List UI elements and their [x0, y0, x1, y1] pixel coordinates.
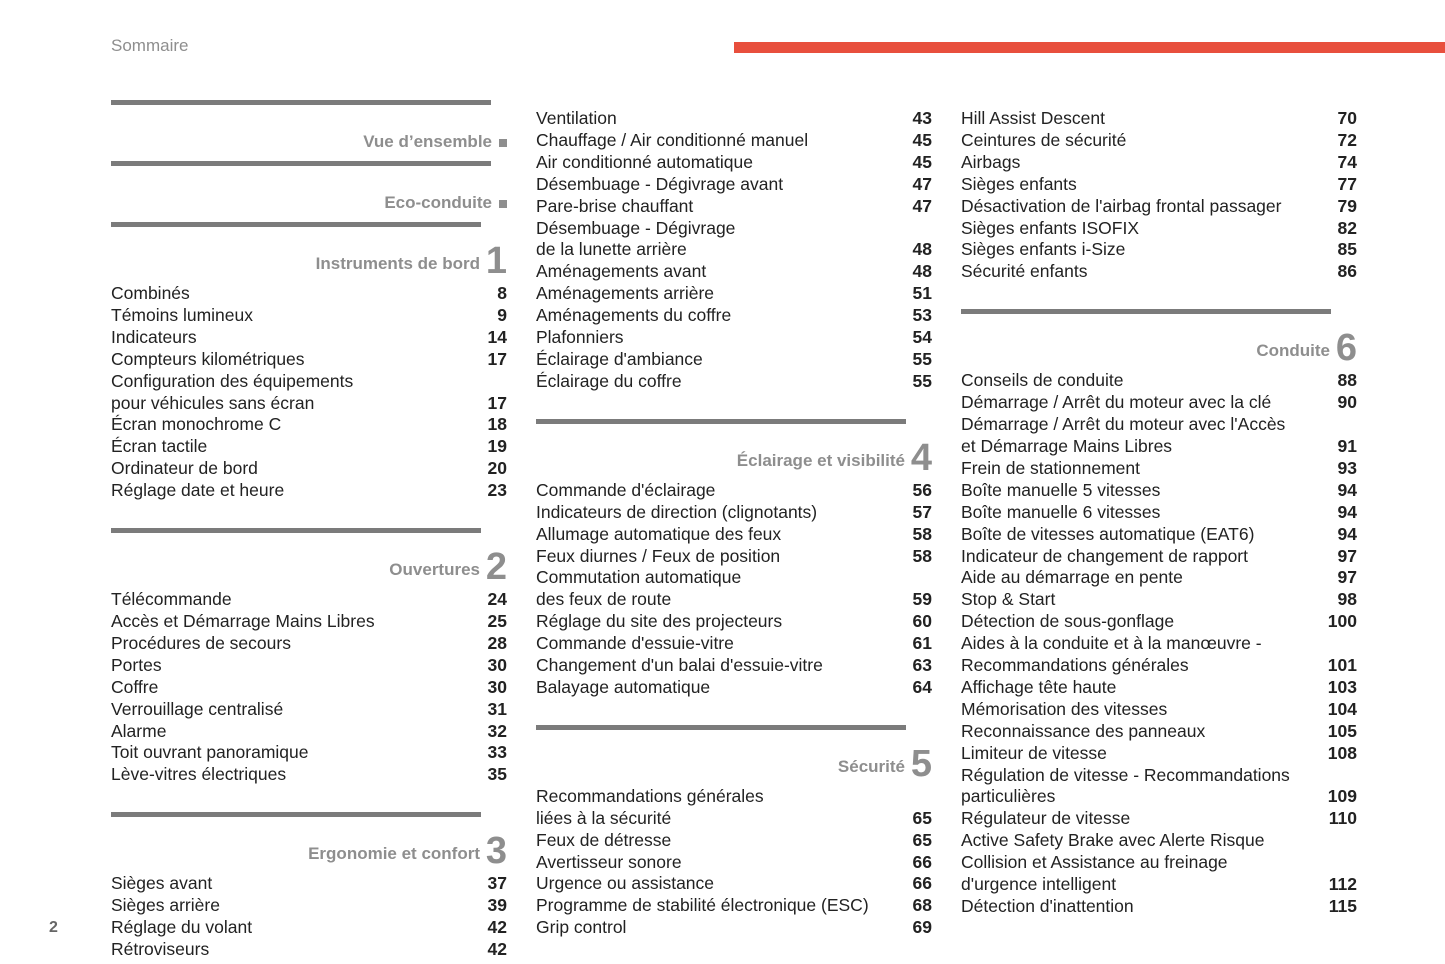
section-rule — [111, 528, 481, 533]
toc-entry[interactable] — [961, 480, 1357, 502]
toc-entry-label: Configuration des équipements pour véhicules sans écran — [111, 370, 354, 413]
toc-entry[interactable] — [536, 349, 932, 371]
toc-entry-label: Sièges avant — [111, 873, 213, 894]
toc-entry[interactable] — [961, 174, 1357, 196]
section-number: 1 — [485, 240, 507, 282]
toc-entry[interactable] — [111, 305, 507, 327]
toc-entry-label: Démarrage / Arrêt du moteur avec l'Accès et Démarrage Mains Libres — [961, 414, 1286, 456]
toc-entry-label: Toit ouvrant panoramique — [111, 742, 309, 763]
toc-entry-label: Ordinateur de bord — [111, 458, 258, 479]
toc-entry[interactable] — [536, 218, 932, 262]
toc-column-1 — [111, 100, 507, 961]
toc-entry-page: 32 — [487, 720, 507, 741]
toc-entry-page: 51 — [912, 283, 932, 304]
toc-entry[interactable] — [111, 764, 507, 786]
toc-entry-page: 56 — [912, 479, 932, 500]
toc-entry[interactable] — [536, 108, 932, 130]
toc-entry[interactable] — [111, 371, 507, 415]
toc-entry-label: Écran monochrome C — [111, 414, 282, 435]
toc-entry-label: Changement d'un balai d'essuie-vitre — [536, 655, 823, 676]
toc-entry-label: Témoins lumineux — [111, 304, 253, 325]
toc-entry[interactable] — [536, 502, 932, 524]
toc-entry-page: 43 — [912, 108, 932, 128]
toc-entry[interactable] — [111, 699, 507, 721]
toc-entry-page: 48 — [912, 261, 932, 282]
toc-entry[interactable] — [536, 130, 932, 152]
toc-entry-label: Airbags — [961, 151, 1021, 172]
toc-entry[interactable] — [961, 546, 1357, 568]
toc-entry[interactable] — [961, 239, 1357, 261]
section-rule — [111, 100, 491, 105]
toc-entry[interactable] — [536, 895, 932, 917]
section-rule — [961, 309, 1331, 314]
toc-entry-label: Accès et Démarrage Mains Libres — [111, 610, 375, 631]
toc-entry-label: Feux de détresse — [536, 829, 672, 850]
toc-entry-label: Détection de sous-gonflage — [961, 611, 1175, 632]
toc-entry[interactable] — [536, 174, 932, 196]
toc-entry-page: 110 — [1328, 808, 1357, 829]
section-title: Éclairage et visibilité — [736, 450, 905, 470]
toc-entry-page: 66 — [912, 851, 932, 872]
toc-entry-page: 45 — [912, 151, 932, 172]
toc-entry-page: 97 — [1337, 567, 1357, 588]
toc-entry-label: Désactivation de l'airbag frontal passager — [961, 195, 1282, 216]
section-header — [111, 812, 507, 873]
toc-entry-label: Écran tactile — [111, 436, 208, 457]
toc-entry-label: Ceintures de sécurité — [961, 129, 1127, 150]
toc-entry[interactable] — [111, 721, 507, 743]
toc-entry[interactable] — [111, 917, 507, 939]
toc-entry[interactable] — [961, 699, 1357, 721]
toc-entry-label: Conseils de conduite — [961, 370, 1124, 391]
toc-entry[interactable] — [961, 633, 1357, 677]
toc-entry-label: Régulateur de vitesse — [961, 808, 1131, 829]
toc-entry-label: Programme de stabilité électronique (ESC) — [536, 895, 869, 916]
toc-entry-label: Ventilation — [536, 108, 617, 128]
toc-entry-page: 98 — [1337, 589, 1357, 610]
toc-entry[interactable] — [111, 677, 507, 699]
toc-entry[interactable] — [111, 655, 507, 677]
toc-entry[interactable] — [961, 261, 1357, 283]
toc-entry-page: 45 — [912, 129, 932, 150]
toc-entry-page: 61 — [912, 633, 932, 654]
toc-entry-page: 64 — [912, 676, 932, 697]
toc-entry-label: Frein de stationnement — [961, 457, 1140, 478]
toc-entry-label: Commutation automatique des feux de route — [536, 567, 742, 610]
toc-entry[interactable] — [111, 939, 507, 961]
toc-entry[interactable] — [536, 917, 932, 939]
toc-entry-label: Télécommande — [111, 589, 232, 610]
toc-entry-page: 93 — [1337, 457, 1357, 478]
toc-entry-page: 115 — [1328, 896, 1357, 916]
toc-entry[interactable] — [111, 436, 507, 458]
section-marker-icon — [499, 200, 507, 208]
toc-entry-page: 82 — [1337, 217, 1357, 238]
toc-entry-label: Affichage tête haute — [961, 676, 1117, 697]
section-number: 4 — [910, 436, 932, 479]
toc-entry-page: 8 — [497, 283, 507, 303]
toc-entry-page: 74 — [1337, 151, 1357, 172]
section-header — [111, 222, 507, 283]
section-rule — [111, 161, 491, 166]
toc-entry[interactable] — [536, 480, 932, 502]
toc-entry-page: 19 — [487, 436, 507, 457]
toc-entry-page: 86 — [1337, 261, 1357, 282]
toc-entry[interactable] — [111, 873, 507, 895]
section-rule — [536, 725, 906, 730]
toc-column-3 — [961, 100, 1357, 918]
toc-entry-page: 68 — [912, 895, 932, 916]
toc-entry[interactable] — [961, 743, 1357, 765]
toc-entry-label: Aides à la conduite et à la manœuvre - Recommandations générales — [961, 633, 1262, 676]
toc-entry-label: Aide au démarrage en pente — [961, 567, 1183, 588]
toc-entry-label: Désembuage - Dégivrage de la lunette arrière — [536, 217, 736, 260]
toc-entry-page: 65 — [912, 829, 932, 850]
section-number: 3 — [485, 830, 507, 873]
toc-entry-label: Alarme — [111, 720, 167, 741]
toc-entry[interactable] — [536, 611, 932, 633]
toc-entry-page: 30 — [487, 676, 507, 697]
toc-entry-page: 90 — [1337, 392, 1357, 413]
toc-entry-page: 103 — [1327, 676, 1357, 697]
toc-entry[interactable] — [111, 589, 507, 611]
toc-entry-label: Aménagements du coffre — [536, 305, 732, 326]
toc-entry[interactable] — [536, 261, 932, 283]
toc-entry[interactable] — [961, 830, 1357, 896]
toc-entry-page: 53 — [912, 305, 932, 326]
toc-entry-label: Lève-vitres électriques — [111, 764, 287, 785]
toc-entry-label: Boîte manuelle 5 vitesses — [961, 479, 1161, 500]
toc-entry[interactable] — [961, 392, 1357, 414]
toc-entry-page: 94 — [1337, 523, 1357, 544]
toc-entry-label: Indicateur de changement de rapport — [961, 545, 1248, 566]
toc-entry[interactable] — [961, 589, 1357, 611]
section-title: Eco-conduite — [384, 193, 492, 212]
toc-entry-page: 63 — [912, 655, 932, 676]
toc-entry-page: 33 — [487, 742, 507, 763]
section-title: Sécurité — [837, 756, 905, 776]
toc-entry-label: Commande d'essuie-vitre — [536, 633, 734, 654]
toc-entry[interactable] — [536, 786, 932, 830]
toc-entry-page: 91 — [1337, 435, 1357, 456]
toc-entry-label: Plafonniers — [536, 327, 624, 348]
toc-entry[interactable] — [111, 742, 507, 764]
toc-entry-label: Rétroviseurs — [111, 938, 210, 959]
toc-entry-page: 109 — [1327, 786, 1357, 807]
toc-entry[interactable] — [111, 611, 507, 633]
toc-entry[interactable] — [536, 305, 932, 327]
toc-entry-page: 20 — [487, 458, 507, 479]
toc-entry[interactable] — [536, 873, 932, 895]
toc-entry-label: Boîte manuelle 6 vitesses — [961, 501, 1161, 522]
toc-entry[interactable] — [961, 611, 1357, 633]
toc-entry-page: 70 — [1337, 108, 1357, 128]
toc-entry-label: Verrouillage centralisé — [111, 698, 284, 719]
toc-entry[interactable] — [536, 524, 932, 546]
toc-entry-label: Indicateurs — [111, 326, 197, 347]
section-header — [536, 725, 932, 786]
toc-entry-page: 100 — [1327, 611, 1357, 632]
toc-entry-page: 77 — [1337, 173, 1357, 194]
toc-entry-label: Feux diurnes / Feux de position — [536, 545, 781, 566]
toc-entry[interactable] — [961, 677, 1357, 699]
toc-entry[interactable] — [111, 480, 507, 502]
toc-entry-label: Aménagements avant — [536, 261, 707, 282]
toc-entry-label: Aménagements arrière — [536, 283, 714, 304]
toc-entry-label: Compteurs kilométriques — [111, 348, 305, 369]
toc-entry[interactable] — [536, 196, 932, 218]
header-accent-bar — [734, 42, 1445, 53]
toc-entry-label: Sièges arrière — [111, 895, 220, 916]
toc-entry-label: Réglage du volant — [111, 917, 253, 938]
toc-entry-label: Procédures de secours — [111, 632, 291, 653]
toc-entry-label: Indicateurs de direction (clignotants) — [536, 501, 818, 522]
toc-entry-page: 28 — [487, 632, 507, 653]
section-title: Conduite — [1256, 341, 1330, 361]
toc-entry-label: Sièges enfants ISOFIX — [961, 217, 1140, 238]
toc-entry-label: Combinés — [111, 283, 190, 303]
toc-entry-page: 66 — [912, 873, 932, 894]
toc-entry-page: 101 — [1327, 655, 1357, 676]
toc-entry[interactable] — [536, 152, 932, 174]
section-number: 2 — [485, 546, 507, 589]
toc-entry-page: 24 — [487, 589, 507, 610]
toc-entry-page: 108 — [1327, 742, 1357, 763]
toc-entry-page: 79 — [1337, 195, 1357, 216]
toc-entry-label: Réglage du site des projecteurs — [536, 611, 783, 632]
toc-entry-page: 23 — [487, 480, 507, 501]
toc-column-2 — [536, 100, 932, 939]
toc-entry-label: Active Safety Brake avec Alerte Risque Collision et Assistance au freinage d'urgence intelligent — [961, 830, 1265, 895]
toc-entry-label: Limiteur de vitesse — [961, 742, 1107, 763]
toc-entry-page: 97 — [1337, 545, 1357, 566]
toc-entry-page: 31 — [487, 698, 507, 719]
toc-entry[interactable] — [111, 633, 507, 655]
toc-entry-label: Stop & Start — [961, 589, 1056, 610]
toc-entry-label: Urgence ou assistance — [536, 873, 715, 894]
toc-entry-page: 39 — [487, 895, 507, 916]
toc-entry[interactable] — [961, 152, 1357, 174]
section-header — [111, 161, 507, 222]
toc-entry-page: 112 — [1328, 874, 1357, 895]
toc-entry[interactable] — [961, 196, 1357, 218]
section-number: 6 — [1335, 327, 1357, 370]
toc-entry[interactable] — [536, 852, 932, 874]
toc-entry-page: 17 — [487, 348, 507, 369]
toc-entry-page: 72 — [1337, 129, 1357, 150]
section-number: 5 — [910, 742, 932, 785]
toc-entry-page: 9 — [497, 304, 507, 325]
toc-entry-label: Mémorisation des vitesses — [961, 698, 1168, 719]
toc-entry-page: 59 — [912, 589, 932, 610]
toc-entry-label: Chauffage / Air conditionné manuel — [536, 129, 809, 150]
toc-entry[interactable] — [961, 567, 1357, 589]
section-title: Ergonomie et confort — [308, 844, 480, 864]
toc-entry-page: 30 — [487, 654, 507, 675]
toc-entry-label: Démarrage / Arrêt du moteur avec la clé — [961, 392, 1272, 413]
toc-entry[interactable] — [961, 765, 1357, 809]
toc-entry[interactable] — [111, 414, 507, 436]
toc-entry-page: 18 — [487, 414, 507, 435]
toc-entry-label: Commande d'éclairage — [536, 479, 716, 500]
toc-entry-page: 69 — [912, 917, 932, 938]
toc-entry[interactable] — [961, 218, 1357, 240]
page-number: 2 — [49, 919, 58, 936]
toc-entry-page: 47 — [912, 173, 932, 194]
section-rule — [111, 222, 481, 227]
toc-entry-label: Éclairage du coffre — [536, 370, 682, 391]
toc-entry-label: Avertisseur sonore — [536, 851, 682, 872]
toc-entry[interactable] — [961, 108, 1357, 130]
toc-entry-page: 57 — [912, 501, 932, 522]
toc-entry-label: Grip control — [536, 917, 627, 938]
section-title: Ouvertures — [389, 560, 480, 580]
section-header — [111, 528, 507, 589]
toc-entry-page: 25 — [487, 610, 507, 631]
toc-entry-label: Recommandations générales liées à la sécurité — [536, 785, 764, 828]
toc-entry[interactable] — [961, 414, 1357, 458]
toc-entry-label: Désembuage - Dégivrage avant — [536, 173, 784, 194]
toc-entry-page: 37 — [487, 873, 507, 894]
toc-entry-label: Air conditionné automatique — [536, 151, 753, 172]
toc-entry-label: Allumage automatique des feux — [536, 523, 782, 544]
toc-entry-page: 55 — [912, 348, 932, 369]
toc-entry-page: 60 — [912, 611, 932, 632]
toc-entry[interactable] — [536, 655, 932, 677]
toc-entry-page: 42 — [487, 917, 507, 938]
toc-entry-page: 94 — [1337, 479, 1357, 500]
toc-entry-page: 88 — [1337, 370, 1357, 391]
section-marker-icon — [499, 139, 507, 147]
toc-entry-label: Pare-brise chauffant — [536, 195, 694, 216]
toc-entry-label: Sécurité enfants — [961, 261, 1088, 282]
toc-entry-page: 17 — [487, 392, 507, 413]
toc-entry[interactable] — [111, 349, 507, 371]
toc-entry-page: 35 — [487, 764, 507, 785]
section-header — [961, 309, 1357, 370]
toc-entry-label: Reconnaissance des panneaux — [961, 720, 1206, 741]
section-header — [536, 419, 932, 480]
toc-entry-page: 14 — [487, 326, 507, 347]
toc-entry[interactable] — [961, 808, 1357, 830]
toc-entry-label: Coffre — [111, 676, 159, 697]
toc-entry-page: 58 — [912, 523, 932, 544]
section-rule — [111, 812, 481, 817]
section-header — [111, 100, 507, 161]
toc-entry-label: Boîte de vitesses automatique (EAT6) — [961, 523, 1255, 544]
toc-entry[interactable] — [536, 633, 932, 655]
toc-entry-label: Sièges enfants i-Size — [961, 239, 1126, 260]
toc-entry-page: 105 — [1327, 720, 1357, 741]
section-rule — [536, 419, 906, 424]
toc-entry-label: Régulation de vitesse - Recommandations particulières — [961, 764, 1290, 807]
toc-entry[interactable] — [961, 502, 1357, 524]
toc-entry[interactable] — [961, 370, 1357, 392]
page-header-title: Sommaire — [111, 36, 189, 55]
toc-entry[interactable] — [536, 546, 932, 568]
toc-entry-page: 65 — [912, 807, 932, 828]
toc-entry[interactable] — [111, 283, 507, 305]
toc-entry-label: Réglage date et heure — [111, 480, 285, 501]
section-title: Vue d’ensemble — [363, 132, 492, 151]
toc-entry-label: Sièges enfants — [961, 173, 1077, 194]
toc-entry[interactable] — [536, 567, 932, 611]
toc-entry[interactable] — [111, 895, 507, 917]
toc-entry-page: 94 — [1337, 501, 1357, 522]
toc-entry-page: 104 — [1327, 698, 1357, 719]
toc-entry-label: Hill Assist Descent — [961, 108, 1105, 128]
toc-entry[interactable] — [536, 327, 932, 349]
toc-entry-page: 85 — [1337, 239, 1357, 260]
toc-entry-page: 55 — [912, 370, 932, 391]
section-title: Instruments de bord — [315, 254, 480, 273]
toc-entry[interactable] — [536, 371, 932, 393]
toc-entry[interactable] — [961, 721, 1357, 743]
toc-entry-page: 48 — [912, 239, 932, 260]
toc-entry-label: Éclairage d'ambiance — [536, 348, 703, 369]
toc-entry[interactable] — [961, 896, 1357, 918]
toc-entry-label: Balayage automatique — [536, 676, 711, 697]
toc-entry[interactable] — [536, 283, 932, 305]
toc-entry-label: Détection d'inattention — [961, 896, 1134, 916]
toc-entry[interactable] — [961, 458, 1357, 480]
toc-entry[interactable] — [536, 830, 932, 852]
toc-entry[interactable] — [111, 327, 507, 349]
toc-entry-page: 58 — [912, 545, 932, 566]
toc-entry-page: 47 — [912, 195, 932, 216]
toc-entry-label: Portes — [111, 654, 162, 675]
toc-entry[interactable] — [536, 677, 932, 699]
toc-entry-page: 54 — [912, 327, 932, 348]
toc-entry-page: 42 — [487, 938, 507, 959]
toc-entry[interactable] — [961, 130, 1357, 152]
toc-entry[interactable] — [961, 524, 1357, 546]
toc-entry[interactable] — [111, 458, 507, 480]
